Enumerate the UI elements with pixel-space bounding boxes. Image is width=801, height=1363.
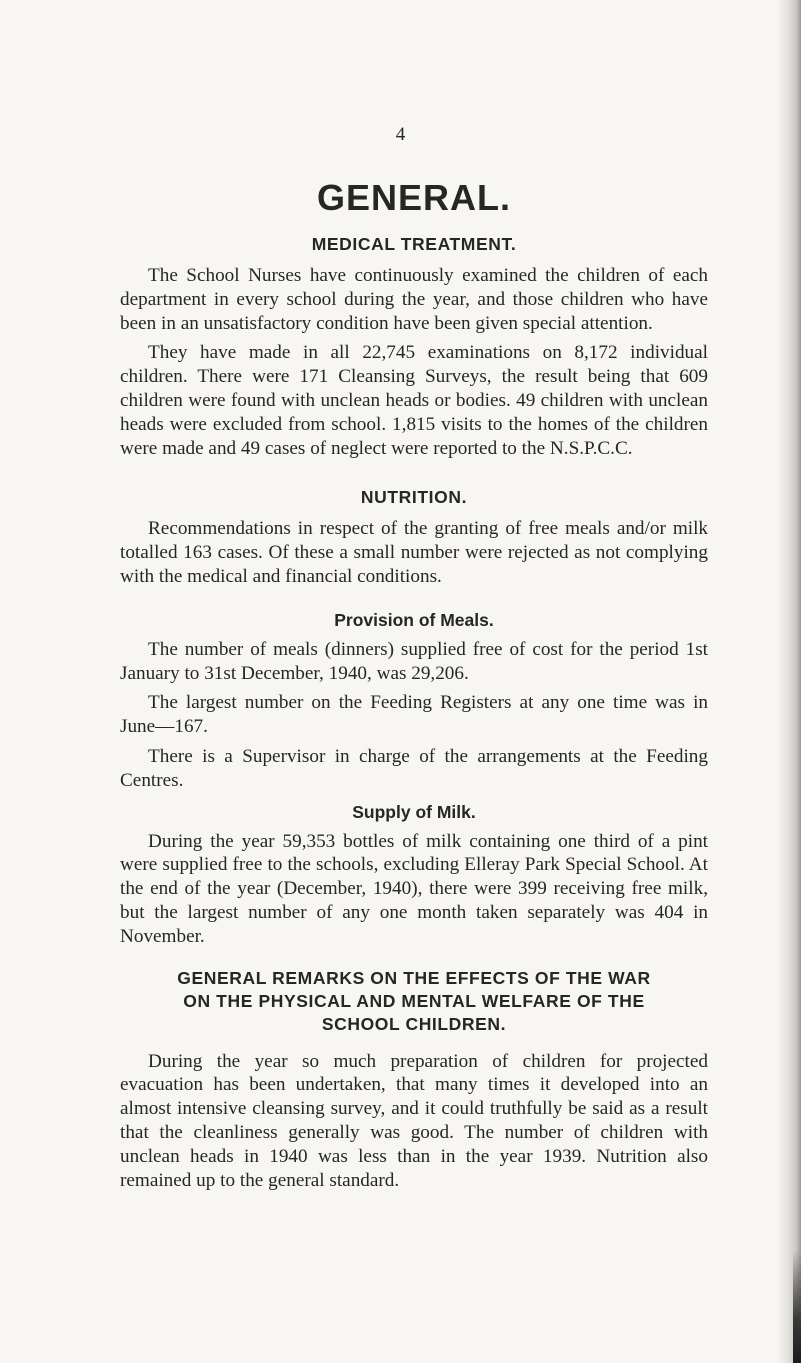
page-corner-shadow [793, 1250, 801, 1363]
paragraph-milk-1: During the year 59,353 bottles of milk containing one third of a pint were supplied free to the schools, excluding Elleray Park Special School. At the end of the year (December, 1940), there were 399 receiving free milk, but the largest number of any one month taken separately was 404 in November. [120, 830, 708, 947]
subheading-supply-of-milk: Supply of Milk. [352, 801, 476, 822]
paragraph-general-remarks-1: During the year so much preparation of children for projected evacuation has been undertaken, that many times it developed into an almost intensive cleansing survey, and it could truthfully be said as a result that the cleanliness generally was good. The number of children with unclean heads in 1940 was less than in the year 1939. Nutrition also remained up to the general standard. [120, 1050, 708, 1191]
paragraph-meals-2: The largest number on the Feeding Registers at any one time was in June—167. [120, 692, 708, 738]
page-number: 4 [395, 124, 406, 145]
paragraph-medical-1: The School Nurses have continuously examined the children of each department in every school during the year, and those children who have been in an unsatisfactory condition have been given special attention. [120, 265, 708, 334]
section-heading-general-remarks [120, 967, 708, 1036]
general-remarks-heading-line-3: SCHOOL CHILDREN. [321, 1013, 507, 1034]
page-edge-shadow [777, 0, 801, 1363]
general-remarks-heading-line-2: ON THE PHYSICAL AND MENTAL WELFARE OF THE [183, 990, 645, 1011]
paragraph-meals-3: There is a Supervisor in charge of the arrangements at the Feeding Centres. [120, 745, 708, 791]
section-heading-nutrition: NUTRITION. [360, 487, 468, 508]
subheading-provision-of-meals: Provision of Meals. [334, 609, 494, 630]
general-remarks-heading-line-1: GENERAL REMARKS ON THE EFFECTS OF THE WAR [177, 967, 651, 988]
paragraph-meals-1: The number of meals (dinners) supplied free of cost for the period 1st January to 31st December, 1940, was 29,206. [120, 638, 708, 684]
section-heading-medical-treatment: MEDICAL TREATMENT. [311, 234, 517, 254]
document-title: GENERAL. [316, 177, 511, 218]
paragraph-nutrition-1: Recommendations in respect of the granting of free meals and/or milk totalled 163 cases. Of these a small number were rejected as not complying with the medical and financial conditions. [120, 518, 708, 587]
document-body [120, 176, 708, 1198]
paragraph-medical-2: They have made in all 22,745 examinations on 8,172 individual children. There were 171 Cleansing Surveys, the result being that 609 children were found with unclean heads or bodies. 49 children with unclean heads were excluded from school. 1,815 visits to the homes of the children were made and 49 cases of neglect were reported to the N.S.P.C.C. [120, 342, 708, 459]
